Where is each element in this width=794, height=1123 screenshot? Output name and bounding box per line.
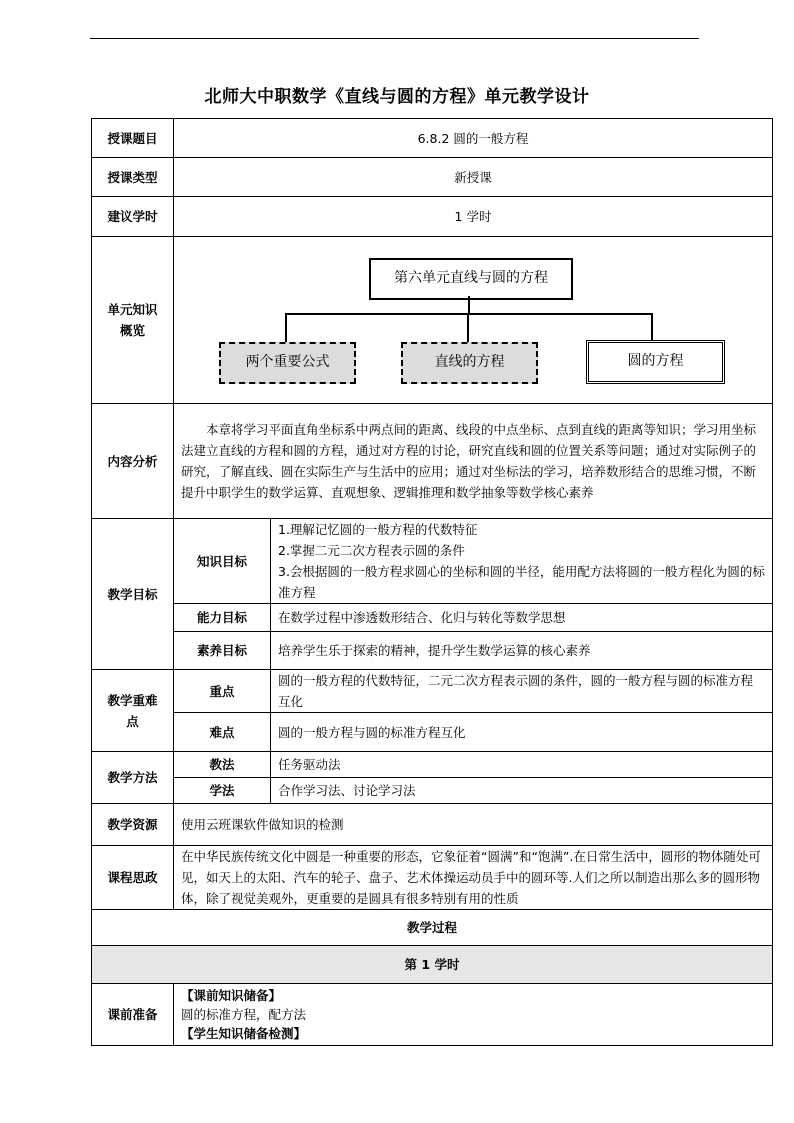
prep-knowledge-heading: 【课前知识储备】 [181,988,282,1003]
connector-trunk [468,296,470,314]
unit-knowledge-diagram [174,238,772,403]
methods-label: 教学方法 [92,752,174,804]
ability-goal-text: 在数学过程中渗透数形结合、化归与转化等数学思想 [271,604,773,632]
knowledge-goal-list [271,519,773,604]
knowledge-goal-1: 1.理解记忆圆的一般方程的代数特征 [278,522,478,537]
teach-method-text: 任务驱动法 [271,752,773,778]
row-topic [92,119,773,158]
overview-label-line1: 单元知识 [107,302,158,317]
objectives-label: 教学目标 [92,519,174,670]
connector-branch-bar [285,313,653,315]
key-point-text: 圆的一般方程的代数特征，二元二次方程表示圆的条件，圆的一般方程与圆的标准方程互化 [271,670,773,713]
row-methods-learn [92,778,773,804]
content-text: 本章将学习平面直角坐标系中两点间的距离、线段的中点坐标、点到直线的距离等知识；学习用坐标法建立直线的方程和圆的方程，通过对方程的讨论，研究直线和圆的位置关系等问题；通过对实际例子的研究，了解直线、圆在实际生产与生活中的应用；通过对坐标法的学习，培养数形结合的思维习惯，不断提升中职学生的数学运算、直观想象、逻辑推理和数学抽象等数学核心素养 [174,404,773,519]
diagram-node-line-equation: 直线的方程 [401,342,538,384]
knowledge-goal-2: 2.掌握二元二次方程表示圆的条件 [278,543,465,558]
ability-goal-label: 能力目标 [174,604,271,632]
diagram-node-circle-equation: 圆的方程 [586,340,725,384]
row-overview [92,237,773,404]
hours-value: 1 学时 [174,197,773,237]
literacy-goal-text: 培养学生乐于探索的精神，提升学生数学运算的核心素养 [271,632,773,670]
topic-value: 6.8.2 圆的一般方程 [174,119,773,158]
prep-content [174,984,773,1046]
row-keypoints-difficult [92,713,773,752]
knowledge-goal-label: 知识目标 [174,519,271,604]
teach-method-label: 教法 [174,752,271,778]
connector-middle [467,313,469,342]
resources-label: 教学资源 [92,804,174,846]
diagram-root-node: 第六单元直线与圆的方程 [369,258,573,300]
resources-text: 使用云班课软件做知识的检测 [174,804,773,846]
knowledge-goal-3: 3.会根据圆的一般方程求圆心的坐标和圆的半径，能用配方法将圆的一般方程化为圆的标准方程 [278,564,765,600]
row-process [92,910,773,946]
learn-method-text: 合作学习法、讨论学习法 [271,778,773,804]
overview-label-line2: 概览 [119,323,145,338]
hours-label: 建议学时 [92,197,174,237]
keypoints-label [92,670,174,752]
row-ideology [92,846,773,910]
row-objectives-literacy [92,632,773,670]
keypoints-label-line2: 点 [126,713,139,729]
key-point-label: 重点 [174,670,271,713]
ideology-text: 在中华民族传统文化中圆是一种重要的形态，它象征着“圆满”和“饱满”.在日常生活中，圆形的物体随处可见，如天上的太阳、汽车的轮子、盘子、艺术体操运动员手中的圆环等.人们之所以制造出那么多的圆形物体，除了视觉美观外，更重要的是圆具有很多特别有用的性质 [174,846,773,910]
overview-diagram-cell [174,237,773,404]
content-label: 内容分析 [92,404,174,519]
row-hours [92,197,773,237]
lesson-design-table [91,118,773,1046]
difficult-point-text: 圆的一般方程与圆的标准方程互化 [271,713,773,752]
session-heading: 第 1 学时 [92,946,773,984]
keypoints-label-line1: 教学重难 [107,692,158,708]
literacy-goal-label: 素养目标 [174,632,271,670]
type-label: 授课类型 [92,158,174,197]
header-rule [90,38,699,39]
row-objectives-knowledge [92,519,773,604]
document-title: 北师大中职数学《直线与圆的方程》单元教学设计 [204,87,590,107]
overview-label [92,237,174,404]
row-keypoints-key [92,670,773,713]
row-type [92,158,773,197]
type-value: 新授课 [174,158,773,197]
ideology-label: 课程思政 [92,846,174,910]
topic-label: 授课题目 [92,119,174,158]
row-prep [92,984,773,1046]
prep-check-heading: 【学生知识储备检测】 [181,1026,307,1041]
connector-left [285,313,287,342]
learn-method-label: 学法 [174,778,271,804]
row-objectives-ability [92,604,773,632]
row-content [92,404,773,519]
difficult-point-label: 难点 [174,713,271,752]
prep-label: 课前准备 [92,984,174,1046]
connector-right [651,313,653,340]
row-resources [92,804,773,846]
process-heading: 教学过程 [92,910,773,946]
diagram-node-formulas: 两个重要公式 [219,342,356,384]
row-methods-teach [92,752,773,778]
row-session [92,946,773,984]
prep-knowledge-text: 圆的标准方程，配方法 [181,1007,307,1022]
